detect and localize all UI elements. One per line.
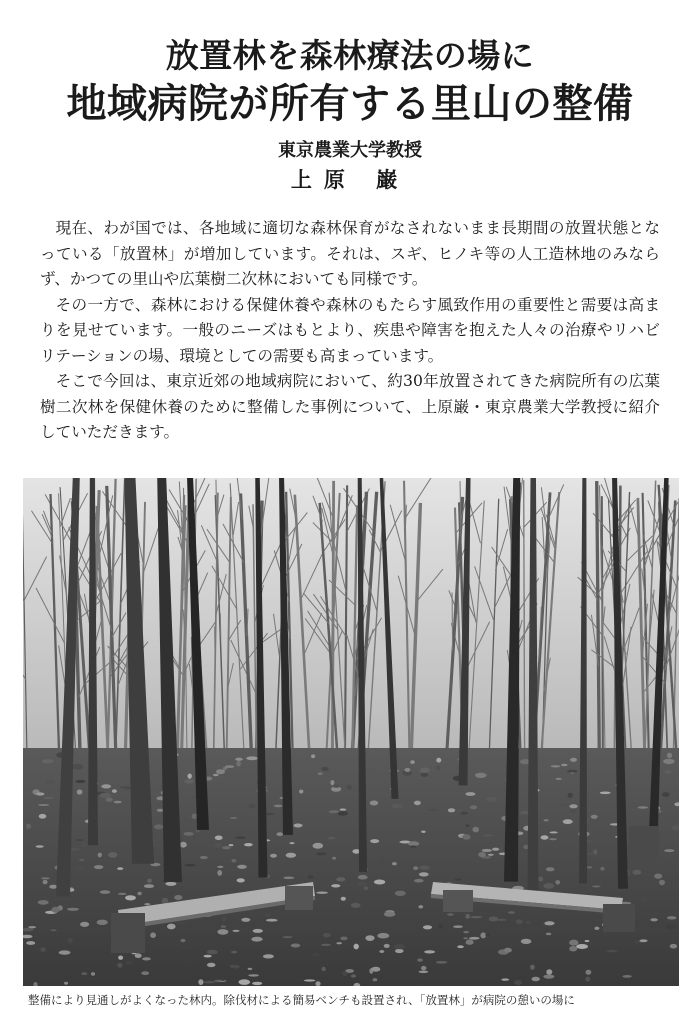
article-body bbox=[40, 216, 660, 446]
author-name: 上原 巌 bbox=[290, 167, 410, 192]
body-paragraph-3: そこで今回は、東京近郊の地域病院において、約30年放置されてきた病院所有の広葉樹二次林を保健休養のために整備した事例について、上原巌・東京農業大学教授に紹介していただきます。 bbox=[40, 372, 660, 441]
body-paragraph-2: その一方で、森林における保健休養や森林のもたらす風致作用の重要性と需要は高まりを見せています。一般のニーズはもとより、疾患や障害を抱えた人々の治療やリハビリテーションの場、環境としての需要も高まっています。 bbox=[40, 295, 660, 365]
body-paragraph-1: 現在、わが国では、各地域に適切な森林保育がなされないまま長期間の放置状態となっている「放置林」が増加しています。それは、スギ、ヒノキ等の人工造林地のみならず、かつての里山や広葉樹二次林においても同様です。 bbox=[40, 219, 660, 288]
forest-photo bbox=[23, 478, 679, 986]
forest-photo-illustration bbox=[23, 478, 679, 986]
title-line-2: 地域病院が所有する里山の整備 bbox=[66, 81, 634, 127]
title-line-1: 放置林を森林療法の場に bbox=[165, 36, 535, 75]
author-affiliation: 東京農業大学教授 bbox=[278, 140, 422, 161]
photo-caption: 整備により見通しがよくなった林内。除伐材による簡易ベンチも設置され、「放置林」が病院の憩いの場に bbox=[28, 993, 575, 1007]
